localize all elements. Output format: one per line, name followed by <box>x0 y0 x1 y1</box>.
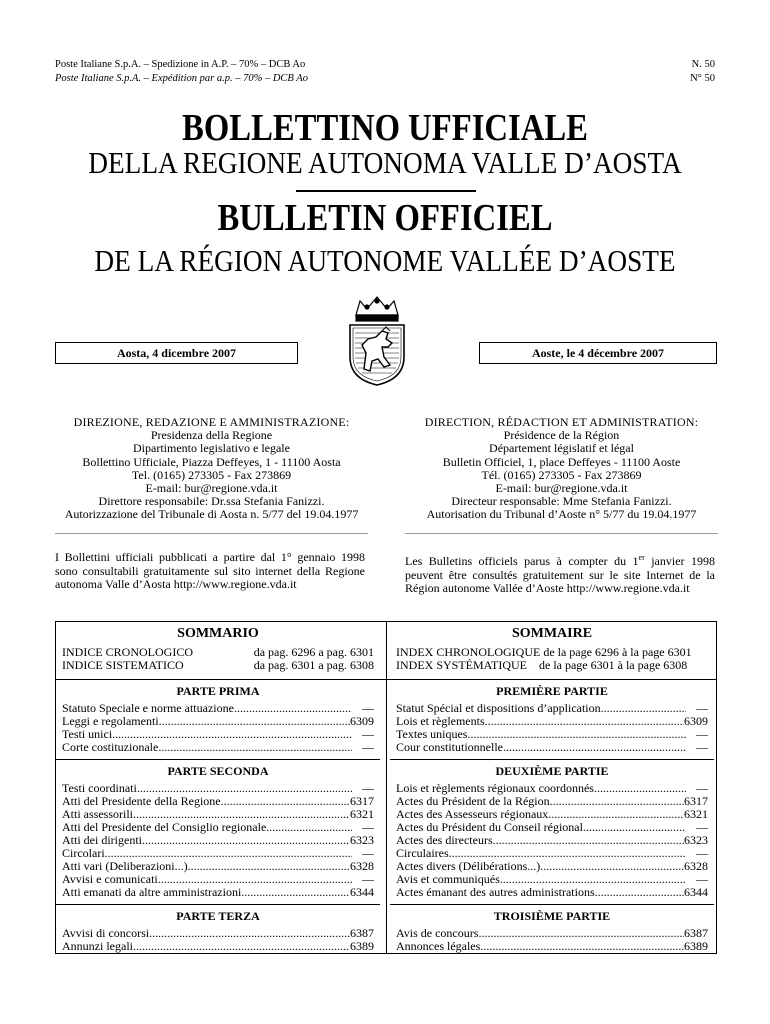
online-notice-fr: Les Bulletins officiels parus à compter du 1er janvier 1998 peuvent être consultés gratuitement sur le site Internet de la Région autonome Vallée d’Aoste http://www.regione.vda.it <box>405 553 715 595</box>
toc-entry-page: 6309 <box>350 715 374 728</box>
toc-entry-label: Atti del Presidente della Regione <box>62 795 221 808</box>
sommario-title: SOMMARIO <box>177 626 259 641</box>
sommaire-parts <box>396 684 708 953</box>
toc-leader-dots <box>550 795 684 808</box>
toc-leader-dots <box>480 940 684 953</box>
toc-leader-dots <box>485 715 684 728</box>
toc-leader-dots <box>112 728 352 741</box>
toc-entry-page: — <box>362 728 374 741</box>
issue-number-it: N. 50 <box>691 59 715 70</box>
part-divider <box>390 904 714 905</box>
toc-entry[interactable] <box>396 808 708 821</box>
toc-entry-page: 6387 <box>684 927 708 940</box>
toc-entry[interactable] <box>62 782 374 795</box>
toc-entry-page: — <box>362 741 374 754</box>
toc-leader-dots <box>594 782 686 795</box>
toc-leader-dots <box>241 886 350 899</box>
toc-entry-label: Textes uniques <box>396 728 468 741</box>
part-title: DEUXIÈME PARTIE <box>495 764 609 778</box>
toc-entry-label: Atti assessorili <box>62 808 133 821</box>
toc-entry-label: Actes des Assesseurs régionaux <box>396 808 549 821</box>
toc-leader-dots <box>221 795 350 808</box>
toc-entry-label: Avvisi e comunicati <box>62 873 158 886</box>
address-heading-it: DIREZIONE, REDAZIONE E AMMINISTRAZIONE: <box>73 415 350 429</box>
toc-entry-label: Avvisi di concorsi <box>62 927 150 940</box>
title-fr-sub: DE LA RÉGION AUTONOME VALLÉE D’AOSTE <box>94 243 676 278</box>
sommaire-title: SOMMAIRE <box>511 626 593 641</box>
toc-entry[interactable] <box>396 940 708 953</box>
toc-entry-label: Atti emanati da altre amministrazioni <box>62 886 242 899</box>
toc-entry-page: — <box>362 782 374 795</box>
toc-entry-page: — <box>362 847 374 860</box>
title-divider <box>296 190 476 192</box>
address-line: Autorisation du Tribunal d’Aoste n° 5/77 du 19.04.1977 <box>426 507 697 522</box>
date-box-fr: Aoste, le 4 décembre 2007 <box>479 342 717 364</box>
address-email: E-mail: bur@regione.vda.it <box>495 481 628 496</box>
toc-entry[interactable] <box>396 715 708 728</box>
toc-entry[interactable] <box>396 821 708 834</box>
index-range: da pag. 6301 a pag. 6308 <box>253 658 374 672</box>
toc-entry[interactable] <box>62 927 374 940</box>
toc-entry-page: — <box>696 741 708 754</box>
divider <box>55 533 368 534</box>
address-line: Département législatif et légal <box>489 441 634 456</box>
index-list <box>396 646 708 672</box>
part-divider <box>390 759 714 760</box>
toc-leader-dots <box>503 741 686 754</box>
toc-entry-label: Avis de concours <box>396 927 479 940</box>
toc-entry-page: 6328 <box>684 860 708 873</box>
toc-leader-dots <box>449 847 686 860</box>
toc-entry-label: Circolari <box>62 847 105 860</box>
index-range: da pag. 6296 a pag. 6301 <box>253 645 374 659</box>
toc-leader-dots <box>266 821 352 834</box>
toc-entry-label: Actes émanant des autres administrations <box>396 886 595 899</box>
toc-entry[interactable] <box>62 834 374 847</box>
index-entry: INDEX CHRONOLOGIQUE de la page 6296 à la page 6301 <box>396 645 692 659</box>
postal-info-it: Poste Italiane S.p.A. – Spedizione in A.P. – 70% – DCB Ao <box>55 59 306 70</box>
toc-entry-page: 6387 <box>350 927 374 940</box>
section-divider <box>56 679 386 680</box>
toc-entry-page: — <box>696 821 708 834</box>
toc-entry-label: Actes du Président du Conseil régional <box>396 821 583 834</box>
toc-entry-label: Lois et règlements <box>396 715 485 728</box>
toc-entry[interactable] <box>396 834 708 847</box>
postal-info-fr: Poste Italiane S.p.A. – Expédition par a.p. – 70% – DCB Ao <box>55 73 308 84</box>
toc-entry-page: — <box>362 873 374 886</box>
toc-entry[interactable] <box>62 728 374 741</box>
toc-leader-dots <box>149 927 350 940</box>
toc-entry-label: Actes divers (Délibérations...) <box>396 860 541 873</box>
title-it-sub: DELLA REGIONE AUTONOMA VALLE D’AOSTA <box>88 145 682 180</box>
toc-entry[interactable] <box>396 741 708 754</box>
toc-leader-dots <box>493 834 684 847</box>
toc-entry[interactable] <box>396 728 708 741</box>
part-title: PARTE TERZA <box>176 909 260 923</box>
toc-entry[interactable] <box>396 886 708 899</box>
toc-leader-dots <box>142 834 350 847</box>
part-title: PARTE SECONDA <box>167 764 269 778</box>
toc-leader-dots <box>601 702 686 715</box>
part-divider <box>56 759 380 760</box>
summary-box <box>55 621 717 954</box>
index-list <box>62 646 374 672</box>
toc-leader-dots <box>188 860 350 873</box>
toc-entry-page: 6344 <box>684 886 708 899</box>
sommario-column <box>62 626 374 672</box>
toc-entry[interactable] <box>396 860 708 873</box>
toc-leader-dots <box>540 860 684 873</box>
address-heading-fr: DIRECTION, RÉDACTION ET ADMINISTRATION: <box>424 415 699 429</box>
toc-entry-label: Leggi e regolamenti <box>62 715 159 728</box>
address-email: E-mail: bur@regione.vda.it <box>145 481 278 496</box>
toc-entry-label: Circulaires <box>396 847 449 860</box>
toc-entry-label: Testi unici <box>62 728 113 741</box>
index-entry: INDEX SYSTÉMATIQUE de la page 6301 à la page 6308 <box>396 658 688 672</box>
address-line: Autorizzazione del Tribunale di Aosta n. 5/77 del 19.04.1977 <box>64 507 359 522</box>
toc-leader-dots <box>158 741 352 754</box>
part-title: TROISIÈME PARTIE <box>493 909 611 923</box>
toc-leader-dots <box>548 808 684 821</box>
toc-leader-dots <box>159 715 350 728</box>
toc-entry[interactable] <box>396 702 708 715</box>
address-block-it <box>55 416 368 522</box>
toc-entry[interactable] <box>62 821 374 834</box>
toc-entry-label: Statuto Speciale e norme attuazione <box>62 702 234 715</box>
address-line: Dipartimento legislativo e legale <box>133 441 290 456</box>
title-it-main: BOLLETTINO UFFICIALE <box>182 107 588 149</box>
toc-entry-page: — <box>362 702 374 715</box>
title-fr-main: BULLETIN OFFICIEL <box>217 197 553 239</box>
toc-entry-page: 6389 <box>350 940 374 953</box>
toc-leader-dots <box>158 873 352 886</box>
toc-entry-label: Annunzi legali <box>62 940 133 953</box>
issue-number-fr: N° 50 <box>690 73 715 84</box>
toc-entry-page: 6321 <box>350 808 374 821</box>
index-label: INDICE CRONOLOGICO <box>62 645 193 659</box>
toc-entry[interactable] <box>62 847 374 860</box>
toc-entry-page: — <box>696 873 708 886</box>
toc-entry[interactable] <box>62 702 374 715</box>
column-divider <box>386 622 387 953</box>
toc-entry-label: Atti dei dirigenti <box>62 834 142 847</box>
toc-entry[interactable] <box>396 782 708 795</box>
toc-leader-dots <box>478 927 684 940</box>
toc-leader-dots <box>133 808 350 821</box>
toc-entry-label: Testi coordinati <box>62 782 137 795</box>
toc-entry-label: Atti vari (Deliberazioni...) <box>62 860 188 873</box>
toc-entry[interactable] <box>62 741 374 754</box>
toc-leader-dots <box>133 940 350 953</box>
toc-leader-dots <box>595 886 684 899</box>
toc-entry[interactable] <box>396 795 708 808</box>
divider <box>405 533 718 534</box>
toc-leader-dots <box>583 821 686 834</box>
section-divider <box>386 679 716 680</box>
toc-entry[interactable] <box>62 940 374 953</box>
toc-entry-page: 6317 <box>350 795 374 808</box>
address-line: Bulletin Officiel, 1, place Deffeyes - 11100 Aoste <box>442 454 681 469</box>
toc-entry-page: — <box>696 728 708 741</box>
part-divider <box>56 904 380 905</box>
toc-entry[interactable] <box>396 847 708 860</box>
toc-entry-page: 6309 <box>684 715 708 728</box>
toc-entry[interactable] <box>396 873 708 886</box>
sommario-parts <box>62 684 374 953</box>
toc-entry-page: 6328 <box>350 860 374 873</box>
coat-of-arms-emblem <box>342 295 412 387</box>
toc-entry-label: Cour constitutionnelle <box>396 741 503 754</box>
toc-entry-label: Statut Spécial et dispositions d’application <box>396 702 601 715</box>
toc-entry-page: 6344 <box>350 886 374 899</box>
toc-entry-label: Actes des directeurs <box>396 834 493 847</box>
online-notice-it: I Bollettini ufficiali pubblicati a partire dal 1° gennaio 1998 sono consultabili gratuitamente sul sito internet della Regione autonoma Valle d’Aosta http://www.regione.vda.it <box>55 550 365 591</box>
toc-entry[interactable] <box>62 795 374 808</box>
date-box-it: Aosta, 4 dicembre 2007 <box>55 342 298 364</box>
toc-entry-page: — <box>362 821 374 834</box>
toc-entry-label: Actes du Président de la Région <box>396 795 550 808</box>
toc-entry-page: — <box>696 782 708 795</box>
toc-entry[interactable] <box>62 715 374 728</box>
toc-leader-dots <box>137 782 352 795</box>
toc-entry-page: 6323 <box>350 834 374 847</box>
toc-entry-label: Avis et communiqués <box>396 873 500 886</box>
toc-entry[interactable] <box>62 860 374 873</box>
address-line: Tel. (0165) 273305 - Fax 273869 <box>131 467 292 482</box>
toc-entry-label: Annonces légales <box>396 940 481 953</box>
toc-leader-dots <box>500 873 686 886</box>
toc-entry[interactable] <box>62 886 374 899</box>
address-line: Présidence de la Région <box>503 428 620 443</box>
toc-entry-page: — <box>696 702 708 715</box>
index-label: INDICE SISTEMATICO <box>62 658 184 672</box>
address-line: Tél. (0165) 273305 - Fax 273869 <box>481 467 642 482</box>
address-line: Bollettino Ufficiale, Piazza Deffeyes, 1 - 11100 Aosta <box>82 454 341 469</box>
toc-leader-dots <box>105 847 352 860</box>
part-title: PREMIÈRE PARTIE <box>496 684 608 698</box>
toc-entry-page: 6317 <box>684 795 708 808</box>
toc-entry-page: 6323 <box>684 834 708 847</box>
address-line: Directeur responsable: Mme Stefania Fanizzi. <box>451 494 672 509</box>
toc-entry-page: 6389 <box>684 940 708 953</box>
toc-entry-page: 6321 <box>684 808 708 821</box>
toc-entry[interactable] <box>62 808 374 821</box>
sommaire-column <box>396 626 708 672</box>
toc-leader-dots <box>467 728 686 741</box>
part-title: PARTE PRIMA <box>176 684 260 698</box>
toc-leader-dots <box>234 702 352 715</box>
toc-entry-page: — <box>696 847 708 860</box>
toc-entry-label: Corte costituzionale <box>62 741 159 754</box>
toc-entry-label: Lois et règlements régionaux coordonnés <box>396 782 594 795</box>
toc-entry[interactable] <box>396 927 708 940</box>
address-line: Direttore responsabile: Dr.ssa Stefania Fanizzi. <box>98 494 325 509</box>
toc-entry[interactable] <box>62 873 374 886</box>
address-line: Presidenza della Regione <box>150 428 273 443</box>
toc-entry-label: Atti del Presidente del Consiglio regionale <box>62 821 267 834</box>
address-block-fr <box>405 416 718 522</box>
